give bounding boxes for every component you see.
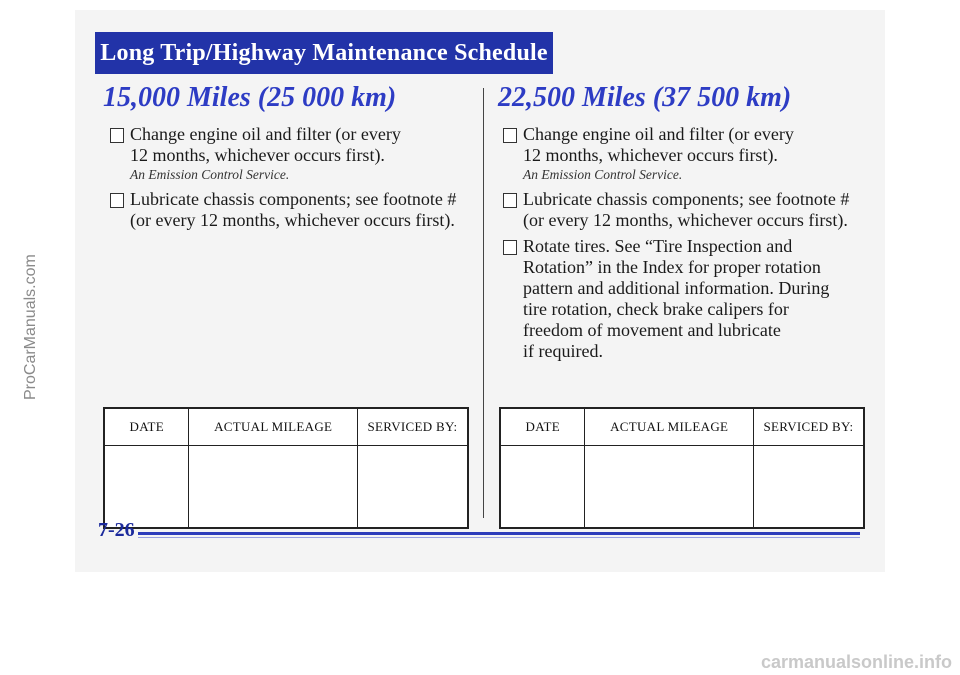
emission-note: An Emission Control Service. [523, 167, 683, 182]
service-log-table-left [103, 407, 469, 529]
checkbox[interactable] [503, 193, 517, 208]
col-header-mileage: ACTUAL MILEAGE [585, 408, 753, 446]
col-header-date: DATE [500, 408, 585, 446]
mileage-cell[interactable] [585, 446, 753, 529]
right-item-3 [503, 236, 829, 362]
mileage-cell[interactable] [189, 446, 357, 529]
footer-rule [138, 532, 860, 535]
item-line: Change engine oil and filter (or every [130, 124, 401, 144]
left-item-2 [110, 189, 456, 231]
date-cell[interactable] [104, 446, 189, 529]
serviced-cell[interactable] [357, 446, 468, 529]
item-line: 12 months, whichever occurs first). [130, 145, 385, 165]
column-divider [483, 88, 484, 518]
left-item-1 [110, 124, 401, 166]
col-header-date: DATE [104, 408, 189, 446]
page-number: 7-26 [98, 519, 135, 541]
side-watermark: ProCarManuals.com [22, 254, 39, 400]
item-line: if required. [523, 341, 603, 361]
left-column-title: 15,000 Miles (25 000 km) [103, 82, 397, 113]
item-line: freedom of movement and lubricate [523, 320, 781, 340]
item-line: pattern and additional information. During [523, 278, 830, 298]
item-line: Lubricate chassis components; see footnote # [523, 189, 850, 209]
checkbox[interactable] [110, 128, 124, 143]
col-header-serviced: SERVICED BY: [753, 408, 864, 446]
item-line: 12 months, whichever occurs first). [523, 145, 778, 165]
col-header-serviced: SERVICED BY: [357, 408, 468, 446]
right-item-2 [503, 189, 849, 231]
item-line: tire rotation, check brake calipers for [523, 299, 789, 319]
section-header [95, 32, 553, 74]
checkbox[interactable] [503, 128, 517, 143]
right-column-title: 22,500 Miles (37 500 km) [498, 82, 792, 113]
item-line: Rotate tires. See “Tire Inspection and [523, 236, 793, 256]
footer-rule-thin [138, 537, 860, 538]
item-line: Lubricate chassis components; see footnote # [130, 189, 457, 209]
item-line: (or every 12 months, whichever occurs first). [130, 210, 455, 230]
service-log-table-right [499, 407, 865, 529]
item-line: Rotation” in the Index for proper rotation [523, 257, 821, 277]
emission-note: An Emission Control Service. [130, 167, 290, 182]
item-line: Change engine oil and filter (or every [523, 124, 794, 144]
checkbox[interactable] [503, 240, 517, 255]
bottom-watermark: carmanualsonline.info [760, 652, 952, 672]
section-header-title: Long Trip/Highway Maintenance Schedule [100, 39, 548, 66]
right-item-1 [503, 124, 794, 166]
item-line: (or every 12 months, whichever occurs first). [523, 210, 848, 230]
checkbox[interactable] [110, 193, 124, 208]
serviced-cell[interactable] [753, 446, 864, 529]
col-header-mileage: ACTUAL MILEAGE [189, 408, 357, 446]
date-cell[interactable] [500, 446, 585, 529]
